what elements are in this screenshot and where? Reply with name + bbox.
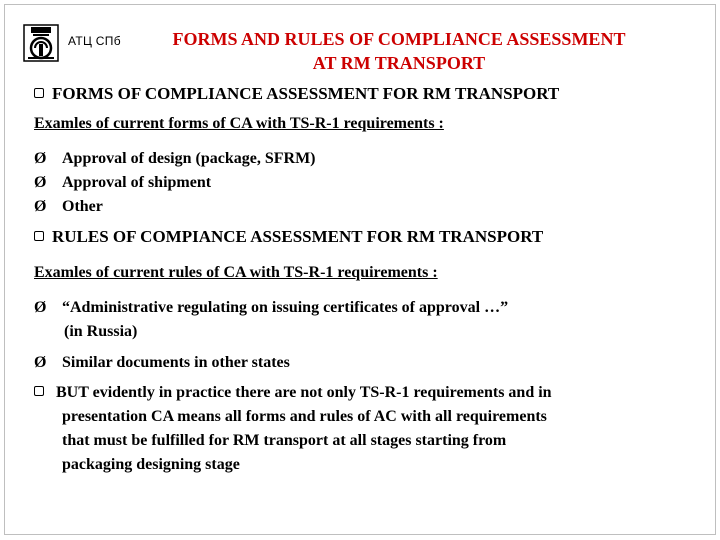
list-item-text: Approval of shipment: [62, 174, 212, 191]
arrow-bullet-icon: Ø: [34, 198, 47, 215]
but-paragraph-line: presentation CA means all forms and rules of AC with all requirements: [62, 408, 547, 425]
but-paragraph-line: [34, 384, 552, 402]
list-item-continuation: (in Russia): [64, 323, 138, 340]
hollow-square-icon: [34, 231, 44, 241]
list-item-text: Other: [62, 198, 103, 215]
list-item-text: Approval of design (package, SFRM): [62, 150, 316, 167]
heading-rules-text: RULES OF COMPIANCE ASSESSMENT FOR RM TRANSPORT: [52, 227, 544, 246]
list-item-text: “Administrative regulating on issuing certificates of approval …”: [62, 299, 509, 316]
heading-forms: [34, 84, 559, 104]
heading-rules: [34, 227, 543, 247]
list-item: [34, 174, 211, 192]
hollow-square-icon: [34, 386, 44, 396]
frame-border-top: [4, 4, 716, 5]
page-title: [128, 27, 670, 75]
frame-border-bottom: [4, 534, 716, 535]
examples-rules: Examles of current rules of CA with TS-R-1 requirements :: [34, 264, 438, 281]
but-paragraph-line: packaging designing stage: [62, 456, 240, 473]
title-line-1: FORMS AND RULES OF COMPLIANCE ASSESSMENT: [172, 29, 626, 49]
title-line-2: AT RM TRANSPORT: [312, 53, 486, 73]
org-logo-icon: [22, 24, 60, 62]
list-item: [34, 150, 316, 168]
list-item: [34, 299, 508, 317]
list-item-text: Similar documents in other states: [62, 354, 290, 371]
examples-forms: Examles of current forms of CA with TS-R-1 requirements :: [34, 115, 444, 132]
heading-forms-text: FORMS OF COMPLIANCE ASSESSMENT FOR RM TRANSPORT: [52, 84, 560, 103]
frame-border-left: [4, 4, 5, 535]
hollow-square-icon: [34, 88, 44, 98]
but-paragraph-line: that must be fulfilled for RM transport at all stages starting from: [62, 432, 507, 449]
frame-border-right: [715, 4, 716, 535]
arrow-bullet-icon: Ø: [34, 299, 47, 316]
arrow-bullet-icon: Ø: [34, 174, 47, 191]
list-item: [34, 198, 103, 216]
arrow-bullet-icon: Ø: [34, 354, 47, 371]
org-name: АТЦ СПб: [68, 34, 121, 48]
but-line-text: BUT evidently in practice there are not only TS-R-1 requirements and in: [56, 384, 552, 401]
arrow-bullet-icon: Ø: [34, 150, 47, 167]
list-item: [34, 354, 290, 372]
